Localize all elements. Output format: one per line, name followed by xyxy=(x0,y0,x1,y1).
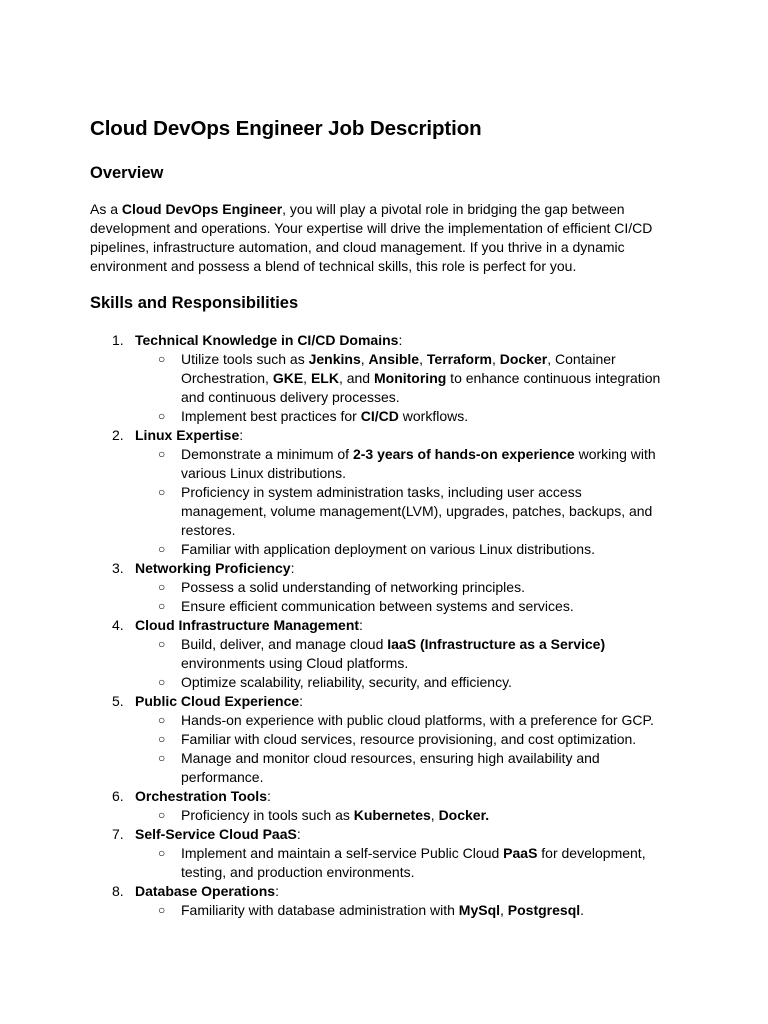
skill-title: Orchestration Tools xyxy=(135,788,267,804)
text-run: Proficiency in tools such as xyxy=(181,807,354,823)
hollow-circle-bullet-icon: ○ xyxy=(158,732,166,746)
skill-item xyxy=(0,426,768,559)
bold-text-run: Cloud DevOps Engineer xyxy=(121,201,283,217)
skill-sub-item xyxy=(0,445,671,483)
skill-sub-item xyxy=(0,730,671,749)
hollow-circle-bullet-icon: ○ xyxy=(158,637,166,651)
bold-text-run: GKE xyxy=(272,370,304,386)
skill-sub-item xyxy=(0,844,671,882)
skill-number: 8. xyxy=(112,883,124,899)
bold-text-run: Docker xyxy=(499,351,548,367)
bold-text-run: Jenkins xyxy=(308,351,361,367)
bold-text-run: IaaS (Infrastructure as a Service) xyxy=(387,636,606,652)
skills-list xyxy=(0,331,768,920)
skill-sub-item xyxy=(0,711,671,730)
skill-item xyxy=(0,692,768,787)
text-run: workflows. xyxy=(398,408,469,424)
text-run: Optimize scalability, reliability, security, and efficiency. xyxy=(181,674,512,690)
text-run: Familiar with cloud services, resource provisioning, and cost optimization. xyxy=(181,731,637,747)
skill-sub-item xyxy=(0,483,671,540)
bold-text-run: Docker. xyxy=(438,807,490,823)
skill-item xyxy=(0,559,768,616)
text-run: , xyxy=(430,807,439,823)
skill-heading-line xyxy=(0,882,768,901)
bold-text-run: CI/CD xyxy=(360,408,399,424)
skill-title-colon: : xyxy=(290,560,295,576)
hollow-circle-bullet-icon: ○ xyxy=(158,542,166,556)
skill-heading-line xyxy=(0,787,768,806)
hollow-circle-bullet-icon: ○ xyxy=(158,751,166,765)
skill-sub-item xyxy=(0,540,671,559)
text-run: , xyxy=(360,351,369,367)
bold-text-run: Terraform xyxy=(426,351,492,367)
overview-heading: Overview xyxy=(90,164,164,182)
skill-item xyxy=(0,882,768,920)
skill-sub-item xyxy=(0,635,671,673)
text-run: Manage and monitor cloud resources, ensuring high availability and performance. xyxy=(181,750,600,785)
skill-item xyxy=(0,616,768,692)
skill-number: 7. xyxy=(112,826,124,842)
skill-sub-list xyxy=(0,711,768,787)
text-run: Implement and maintain a self-service Public Cloud xyxy=(181,845,504,861)
text-run: . xyxy=(580,902,585,918)
skill-title: Networking Proficiency xyxy=(135,560,291,576)
hollow-circle-bullet-icon: ○ xyxy=(158,409,166,423)
hollow-circle-bullet-icon: ○ xyxy=(158,846,166,860)
skill-number: 1. xyxy=(112,332,124,348)
bold-text-run: Monitoring xyxy=(373,370,447,386)
text-run: Familiar with application deployment on various Linux distributions. xyxy=(181,541,595,557)
skill-sub-list xyxy=(0,635,768,692)
text-run: Implement best practices for xyxy=(181,408,361,424)
text-run: environments using Cloud platforms. xyxy=(181,655,409,671)
skill-title: Database Operations xyxy=(135,883,276,899)
text-run: Ensure efficient communication between systems and services. xyxy=(181,598,574,614)
text-run: , xyxy=(491,351,500,367)
skill-title-colon: : xyxy=(275,883,279,899)
skill-heading-line xyxy=(0,825,768,844)
skill-title: Public Cloud Experience xyxy=(135,693,300,709)
hollow-circle-bullet-icon: ○ xyxy=(158,580,166,594)
text-run: , xyxy=(500,902,508,918)
text-run: Build, deliver, and manage cloud xyxy=(181,636,388,652)
hollow-circle-bullet-icon: ○ xyxy=(158,485,166,499)
text-run: As a xyxy=(90,201,122,217)
skill-title-colon: : xyxy=(299,693,304,709)
skill-heading-line xyxy=(0,692,768,711)
skill-number: 3. xyxy=(112,560,124,576)
hollow-circle-bullet-icon: ○ xyxy=(158,447,166,461)
hollow-circle-bullet-icon: ○ xyxy=(158,903,166,917)
skill-title-colon: : xyxy=(359,617,363,633)
skill-sub-list xyxy=(0,445,768,559)
document-title: Cloud DevOps Engineer Job Description xyxy=(90,117,482,140)
skill-sub-item xyxy=(0,806,671,825)
skill-item xyxy=(0,331,768,426)
skill-sub-list xyxy=(0,844,768,882)
skill-number: 6. xyxy=(112,788,124,804)
text-run: , and xyxy=(338,370,374,386)
skill-sub-list xyxy=(0,578,768,616)
skill-sub-item xyxy=(0,749,671,787)
skill-title-colon: : xyxy=(266,788,271,804)
bold-text-run: MySql xyxy=(458,902,501,918)
hollow-circle-bullet-icon: ○ xyxy=(158,675,166,689)
skill-sub-item xyxy=(0,597,671,616)
bold-text-run: Kubernetes xyxy=(353,807,431,823)
text-run: working with various Linux distributions. xyxy=(181,446,656,481)
hollow-circle-bullet-icon: ○ xyxy=(158,352,166,366)
skill-heading-line xyxy=(0,559,768,578)
bold-text-run: Postgresql xyxy=(507,902,581,918)
bold-text-run: ELK xyxy=(310,370,339,386)
skill-number: 5. xyxy=(112,693,124,709)
skill-item xyxy=(0,787,768,825)
skill-sub-list xyxy=(0,901,768,920)
skill-item xyxy=(0,825,768,882)
text-run: , xyxy=(303,370,311,386)
text-run: to enhance continuous integration and continuous delivery processes. xyxy=(181,370,661,405)
bold-text-run: Ansible xyxy=(368,351,420,367)
skill-title-colon: : xyxy=(398,332,403,348)
skill-title: Cloud Infrastructure Management xyxy=(135,617,360,633)
skill-heading-line xyxy=(0,331,768,350)
skill-heading-line xyxy=(0,426,768,445)
skill-title-colon: : xyxy=(239,427,244,443)
skill-sub-item xyxy=(0,578,671,597)
skill-heading-line xyxy=(0,616,768,635)
skill-title: Linux Expertise xyxy=(135,427,240,443)
text-run: Familiarity with database administration with xyxy=(181,902,459,918)
hollow-circle-bullet-icon: ○ xyxy=(158,808,166,822)
text-run: Proficiency in system administration tasks, including user access management, volume management(LVM), upgrades, patches, backups, and restores. xyxy=(181,484,653,538)
skill-title: Technical Knowledge in CI/CD Domains xyxy=(135,332,399,348)
skill-sub-list xyxy=(0,806,768,825)
text-run: for development, testing, and production environments. xyxy=(181,845,646,880)
text-run: , Container Orchestration, xyxy=(181,351,616,386)
hollow-circle-bullet-icon: ○ xyxy=(158,713,166,727)
skill-sub-item xyxy=(0,407,671,426)
skill-number: 2. xyxy=(112,427,124,443)
text-run: , xyxy=(419,351,427,367)
skill-title-colon: : xyxy=(296,826,301,842)
skill-title: Self-Service Cloud PaaS xyxy=(135,826,297,842)
bold-text-run: PaaS xyxy=(503,845,538,861)
overview-paragraph xyxy=(90,200,690,276)
text-run: Possess a solid understanding of networking principles. xyxy=(181,579,525,595)
skill-sub-item xyxy=(0,901,671,920)
skill-sub-item xyxy=(0,673,671,692)
skill-sub-list xyxy=(0,350,768,426)
hollow-circle-bullet-icon: ○ xyxy=(158,599,166,613)
text-run: Demonstrate a minimum of xyxy=(181,446,353,462)
text-run: , you will play a pivotal role in bridging the gap between development and operations. Your expertise will drive the implementation of efficient CI/CD pipelines, infrastructure automation, and cloud management. If you thrive in a dynamic environment and possess a blend of technical skills, this role is perfect for you. xyxy=(90,201,653,274)
skills-heading: Skills and Responsibilities xyxy=(90,294,299,312)
text-run: Utilize tools such as xyxy=(181,351,309,367)
bold-text-run: 2-3 years of hands-on experience xyxy=(352,446,575,462)
skill-number: 4. xyxy=(112,617,124,633)
skill-sub-item xyxy=(0,350,671,407)
text-run: Hands-on experience with public cloud platforms, with a preference for GCP. xyxy=(181,712,654,728)
